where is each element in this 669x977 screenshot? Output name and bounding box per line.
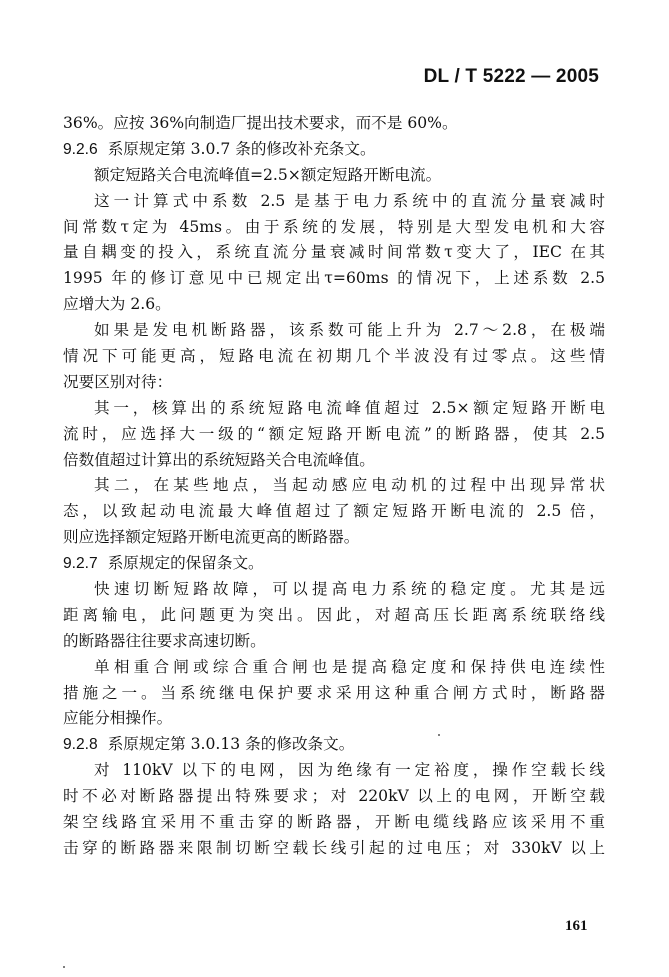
paragraph-line xyxy=(63,292,605,318)
standard-number-header: DL / T 5222 — 2005 xyxy=(423,66,599,87)
line-text: 应增大为 2.6。 xyxy=(63,295,171,314)
line-text: 如果是发电机断路器，该系数可能上升为 2.7～2.8，在极端 xyxy=(94,321,605,340)
paragraph-line xyxy=(63,448,605,474)
line-text: 则应选择额定短路开断电流更高的断路器。 xyxy=(63,528,360,547)
paragraph-line xyxy=(63,784,605,810)
line-text: 态，以致起动电流最大峰值超过了额定短路开断电流的 2.5 倍， xyxy=(63,502,605,521)
line-text: 击穿的断路器来限制切断空载长线引起的过电压；对 330kV 以上 xyxy=(63,838,605,857)
line-text: 距离输电，此问题更为突出。因此，对超高压长距离系统联络线 xyxy=(63,605,605,624)
line-text: 其一，核算出的系统短路电流峰值超过 2.5×额定短路开断电 xyxy=(94,398,605,417)
paragraph-line xyxy=(63,810,605,836)
paragraph-line xyxy=(63,758,605,784)
line-text: 36%。应按 36%向制造厂提出技术要求，而不是 60%。 xyxy=(63,114,458,132)
body-text xyxy=(63,111,605,862)
paragraph-line xyxy=(63,370,605,396)
paragraph-line xyxy=(63,111,605,137)
paragraph-line xyxy=(63,836,605,862)
line-text: 其二，在某些地点，当起动感应电动机的过程中出现异常状 xyxy=(94,476,605,495)
line-text: 单相重合闸或综合重合闸也是提高稳定度和保持供电连续性 xyxy=(94,657,605,676)
paragraph-line xyxy=(63,422,605,448)
paragraph-line xyxy=(63,681,605,707)
line-text: 时不必对断路器提出特殊要求；对 220kV 以上的电网，开断空载 xyxy=(63,787,605,806)
section-number: 9.2.8 xyxy=(63,736,98,754)
paragraph-line xyxy=(63,577,605,603)
line-text: 系原规定第 3.0.7 条的修改补充条文。 xyxy=(107,139,376,158)
paragraph-line xyxy=(63,266,605,292)
scan-speck xyxy=(63,966,65,968)
line-text: 对 110kV 以下的电网，因为绝缘有一定裕度，操作空载长线 xyxy=(94,761,605,780)
paragraph-line xyxy=(63,603,605,629)
line-text: 情况下可能更高，短路电流在初期几个半波没有过零点。这些情 xyxy=(63,347,605,366)
line-text: 的断路器往往要求高速切断。 xyxy=(63,631,266,650)
line-text: 量自耦变的投入，系统直流分量衰减时间常数τ变大了，IEC 在其 xyxy=(63,243,605,262)
line-text: 措施之一。当系统继电保护要求采用这种重合闸方式时，断路器 xyxy=(63,683,605,702)
paragraph-line xyxy=(63,525,605,551)
paragraph-line xyxy=(63,629,605,655)
line-text: 应能分相操作。 xyxy=(63,709,173,728)
line-text: 快速切断短路故障，可以提高电力系统的稳定度。尤其是远 xyxy=(94,580,605,599)
scan-speck xyxy=(438,734,440,736)
paragraph-line xyxy=(63,163,605,189)
line-text: 额定短路关合电流峰值=2.5×额定短路开断电流。 xyxy=(94,165,442,184)
line-text: 系原规定的保留条文。 xyxy=(107,554,264,573)
page-number: 161 xyxy=(565,918,588,934)
line-text: 倍数值超过计算出的系统短路关合电流峰值。 xyxy=(63,450,375,469)
paragraph-line xyxy=(63,499,605,525)
line-text: 间常数τ定为 45ms。由于系统的发展，特别是大型发电机和大容 xyxy=(63,217,605,236)
line-text: 架空线路宜采用不重击穿的断路器，开断电缆线路应该采用不重 xyxy=(63,813,605,832)
paragraph-line xyxy=(63,215,605,241)
section-number: 9.2.7 xyxy=(63,555,98,573)
section-heading-line xyxy=(63,732,605,758)
paragraph-line xyxy=(63,473,605,499)
paragraph-line xyxy=(63,706,605,732)
paragraph-line xyxy=(63,318,605,344)
line-text: 这一计算式中系数 2.5 是基于电力系统中的直流分量衰减时 xyxy=(94,191,605,210)
paragraph-line xyxy=(63,344,605,370)
paragraph-line xyxy=(63,655,605,681)
section-heading-line xyxy=(63,551,605,577)
line-text: 系原规定第 3.0.13 条的修改条文。 xyxy=(107,735,355,754)
paragraph-line xyxy=(63,189,605,215)
paragraph-line xyxy=(63,396,605,422)
line-text: 况要区别对待： xyxy=(63,372,173,391)
section-number: 9.2.6 xyxy=(63,140,98,158)
line-text: 流时，应选择大一级的“额定短路开断电流”的断路器，使其 2.5 xyxy=(63,424,605,443)
paragraph-line xyxy=(63,240,605,266)
section-heading-line xyxy=(63,137,605,163)
line-text: 1995 年的修订意见中已规定出τ=60ms 的情况下，上述系数 2.5 xyxy=(63,269,605,288)
